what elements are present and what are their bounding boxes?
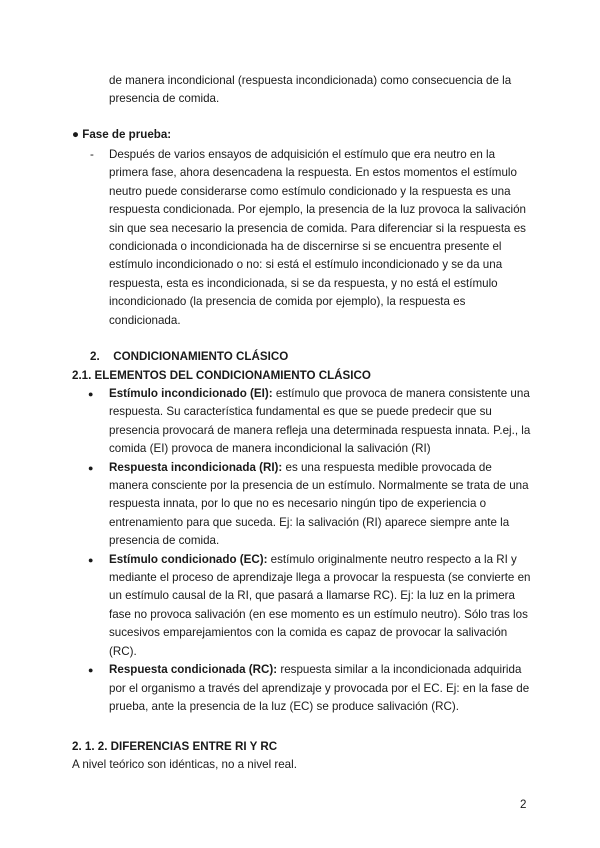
elements-list bbox=[88, 385, 532, 716]
fase-prueba-heading bbox=[72, 126, 171, 144]
bullet-marker: ● bbox=[88, 665, 94, 676]
section-2-number: 2. bbox=[90, 350, 100, 363]
term-definition: respuesta similar a la incondicionada adquirida por el organismo a través del aprendizaje y provocada por el EC. Ej: en la fase de prueba, ante la presencia de la luz (EC) se produce salivación (RC). bbox=[109, 663, 530, 713]
page-number: 2 bbox=[520, 798, 527, 811]
term-definition: estímulo que provoca de manera consistente una respuesta. Su característica fundamental es que se puede predecir que su presencia provocará de manera refleja una determinada respuesta innata. P.ej., la comida (EI) provoca de manera incondicional la salivación (RI) bbox=[109, 387, 531, 456]
section-2-1-2-heading: 2. 1. 2. DIFERENCIAS ENTRE RI Y RC bbox=[72, 740, 278, 753]
dash-marker: - bbox=[90, 148, 94, 161]
fase-prueba-text: Después de varios ensayos de adquisición el estímulo que era neutro en la primera fase, ahora desencadena la respuesta. En estos momentos el estímulo neutro puede considerarse como estímulo condicionado y la respuesta es una respuesta condicionada. Por ejemplo, la presencia de la luz provoca la salivación sin que sea necesario la presencia de comida. Para diferenciar si la respuesta es condicionada o incondicionada ha de discernirse si se encuentra presente el estímulo incondicionado o no: si está el estímulo incondicionado y se da una respuesta, esta es incondicionada, si se da respuesta, y no está el estímulo incondicionado (la presencia de comida por ejemplo), la respuesta es condicionada. bbox=[109, 148, 526, 327]
section-2-title: CONDICIONAMIENTO CLÁSICO bbox=[113, 350, 289, 363]
bullet-marker: ● bbox=[88, 554, 94, 565]
fase-prueba-title: Fase de prueba: bbox=[82, 128, 172, 141]
term-label: Respuesta incondicionada (RI): bbox=[109, 460, 283, 474]
term-label: Estímulo condicionado (EC): bbox=[109, 552, 268, 566]
bullet-marker: ● bbox=[72, 128, 80, 141]
differences-paragraph: A nivel teórico son idénticas, no a nivel real. bbox=[72, 758, 297, 771]
term-definition: es una respuesta medible provocada de manera consciente por la presencia de un estímulo. Normalmente se trata de una respuesta innata, por lo que no es necesario ningún tipo de experiencia o entrenamiento para que suceda. Ej: la salivación (RI) aparece siempre ante la presencia de comida. bbox=[109, 460, 529, 548]
list-item-respuesta-incondicionada bbox=[88, 459, 532, 551]
list-item-estimulo-condicionado bbox=[88, 551, 532, 661]
list-item-respuesta-condicionada bbox=[88, 661, 532, 716]
list-item-estimulo-incondicionado bbox=[88, 385, 532, 459]
bullet-marker: ● bbox=[88, 389, 94, 399]
section-2-1-heading: 2.1. ELEMENTOS DEL CONDICIONAMIENTO CLÁSICO bbox=[72, 369, 371, 382]
term-definition: estímulo originalmente neutro respecto a la RI y mediante el proceso de aprendizaje llega a provocar la respuesta (se convierte en un estímulo causal de la RI, que pasará a llamarse RC). Ej: la luz en la primera fase no provoca salivación (en ese momento es un estímulo neutro). Sólo tras los sucesivos emparejamientos con la comida es capaz de provocar la salivación (RC). bbox=[109, 552, 531, 658]
bullet-marker: ● bbox=[88, 462, 94, 473]
term-label: Respuesta condicionada (RC): bbox=[109, 663, 278, 677]
fase-prueba-list bbox=[90, 146, 530, 330]
list-item bbox=[90, 146, 530, 330]
term-label: Estímulo incondicionado (EI): bbox=[109, 387, 273, 400]
section-2-heading bbox=[90, 348, 288, 366]
continuation-paragraph: de manera incondicional (respuesta incondicionada) como consecuencia de la presencia de comida. bbox=[109, 74, 512, 106]
